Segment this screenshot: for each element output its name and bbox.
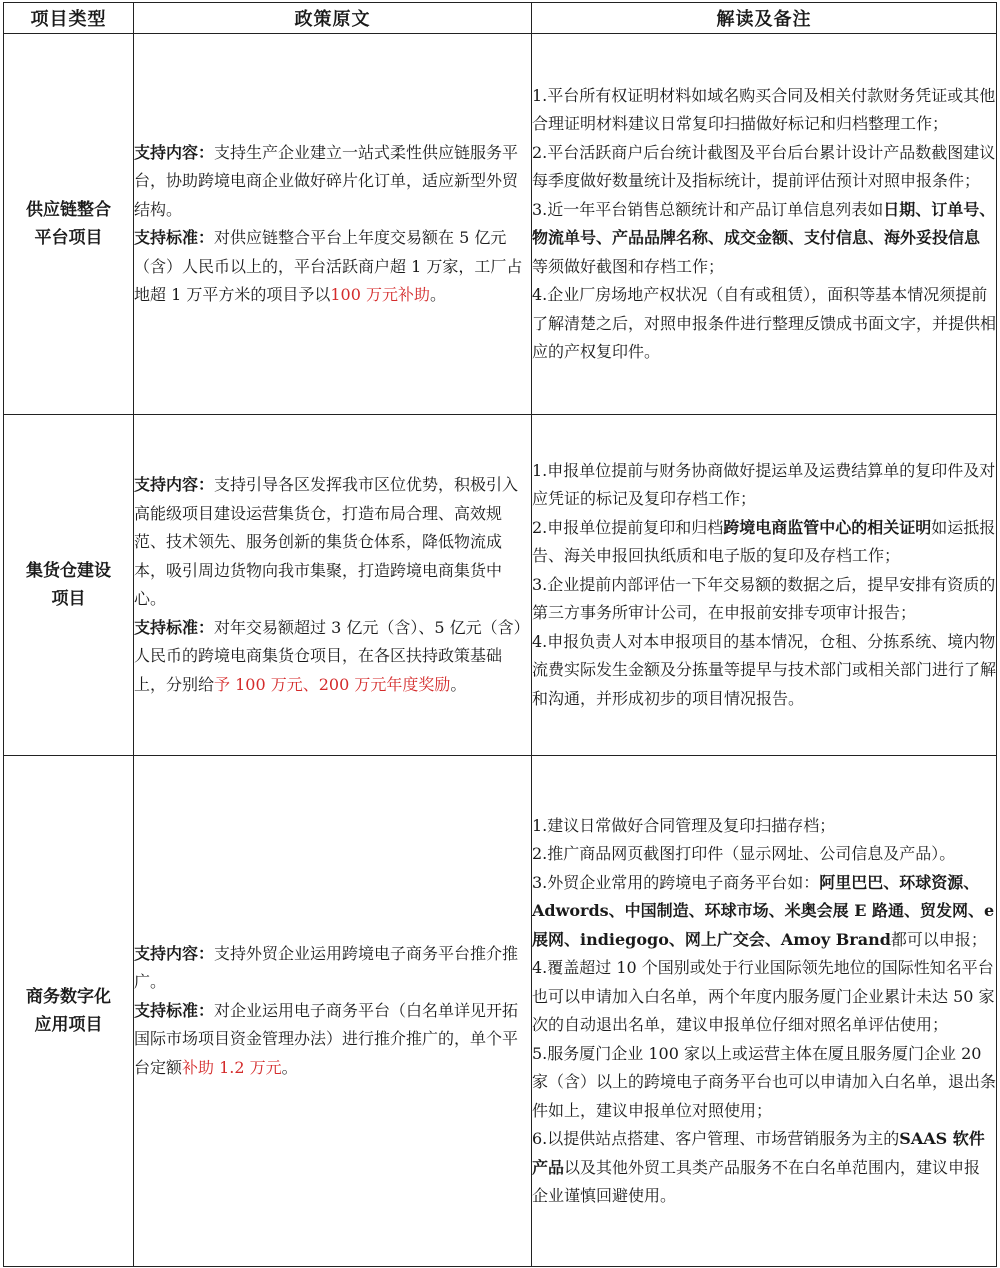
standard-tail: 。 xyxy=(430,285,447,304)
note-item xyxy=(532,1125,996,1211)
note-text: 如运抵报告、海关申报回执纸质和电子版的复印及存档工作； xyxy=(532,517,996,566)
support-standard-text: 对年交易额超过 3 亿元（含）、5 亿元（含）人民币的跨境电商集货仓项目，在各区扶持政策基础上，分别给 xyxy=(134,617,530,694)
note-item: 4.覆盖超过 10 个国别或处于行业国际领先地位的国际性知名平台也可以申请加入白名单，两个年度内服务厦门企业累计未达 50 家次的自动退出名单，建议申报单位仔细对照名单评估使用； xyxy=(532,958,995,1034)
note-item: 1.平台所有权证明材料如域名购买合同及相关付款财务凭证或其他合理证明材料建议日常复印扫描做好标记和归档整理工作； xyxy=(532,85,996,133)
note-text: 3.外贸企业常用的跨境电子商务平台如： xyxy=(532,872,820,892)
table-row xyxy=(4,756,997,1267)
standard-tail: 。 xyxy=(450,674,467,694)
support-content xyxy=(134,940,531,997)
reward-amount: 予 100 万元、200 万元年度奖励 xyxy=(214,674,451,694)
project-type-cell xyxy=(4,415,134,756)
project-type-cell xyxy=(4,34,134,415)
notes-cell xyxy=(532,34,997,415)
table-row xyxy=(4,34,997,415)
policy-text-cell xyxy=(134,415,532,756)
note-bold-text: 阿里巴巴、环球资源、Adwords、中国制造、环球市场、米奥会展 E 路通、贸发网、e 展网、indiegogo、网上广交会、Amoy Brand xyxy=(532,872,995,949)
header-notes: 解读及备注 xyxy=(532,3,997,34)
policy-text-cell xyxy=(134,34,532,415)
notes-cell xyxy=(532,756,997,1267)
policy-text-cell xyxy=(134,756,532,1267)
policy-table xyxy=(3,2,997,1267)
reward-amount: 100 万元补助 xyxy=(330,285,430,304)
project-type-line: 供应链整合 xyxy=(26,200,111,220)
note-item: 2.平台活跃商户后台统计截图及平台后台累计设计产品数截图建议每季度做好数量统计及指标统计，提前评估预计对照申报条件； xyxy=(532,142,996,190)
note-text: 以及其他外贸工具类产品服务不在白名单范围内，建议申报企业谨慎回避使用。 xyxy=(532,1157,981,1205)
note-bold-text: 跨境电商监管中心的相关证明 xyxy=(723,517,932,537)
project-type-line: 项目 xyxy=(51,589,86,609)
support-content-label: 支持内容： xyxy=(134,142,215,162)
note-text: 6.以提供站点搭建、客户管理、市场营销服务为主的 xyxy=(532,1129,900,1148)
project-type-line: 商务数字化 xyxy=(26,987,111,1007)
header-row xyxy=(4,3,997,34)
note-item: 2.推广商品网页截图打印件（显示网址、公司信息及产品）。 xyxy=(532,844,956,863)
note-text: 都可以申报； xyxy=(890,929,987,949)
support-standard-text: 对供应链整合平台上年度交易额在 5 亿元（含）人民币以上的，平台活跃商户超 1 万家，工厂占地超 1 万平方米的项目予以 xyxy=(134,228,523,304)
project-type-line: 应用项目 xyxy=(34,1015,103,1035)
note-text: 2.申报单位提前复印和归档 xyxy=(532,517,724,537)
support-content-text: 支持生产企业建立一站式柔性供应链服务平台，协助跨境电商企业做好碎片化订单，适应新型外贸结构。 xyxy=(134,142,519,219)
note-text: 3.近一年平台销售总额统计和产品订单信息列表如 xyxy=(532,199,884,219)
note-bold-text: SAAS 软件产品 xyxy=(532,1129,985,1177)
note-item: 1.建议日常做好合同管理及复印扫描存档； xyxy=(532,815,836,835)
note-item: 4.申报负责人对本申报项目的基本情况，仓租、分拣系统、境内物流费实际发生金额及分拣量等提早与技术部门或相关部门进行了解和沟通，并形成初步的项目情况报告。 xyxy=(532,631,997,708)
support-standard xyxy=(134,614,531,700)
note-item: 1.申报单位提前与财务协商做好提运单及运费结算单的复印件及对应凭证的标记及复印存档工作； xyxy=(532,460,996,509)
notes-cell xyxy=(532,415,997,756)
support-standard-label: 支持标准： xyxy=(134,617,215,637)
note-item: 5.服务厦门企业 100 家以上或运营主体在厦且服务厦门企业 20 家（含）以上的跨境电子商务平台也可以申请加入白名单，退出条件如上，建议申报单位对照使用； xyxy=(532,1043,997,1120)
header-project-type: 项目类型 xyxy=(4,3,134,34)
reward-amount: 补助 1.2 万元 xyxy=(182,1057,282,1077)
support-standard-label: 支持标准： xyxy=(134,1000,215,1020)
support-content-text: 支持外贸企业运用跨境电子商务平台推介推广。 xyxy=(134,943,519,992)
note-text: 等须做好截图和存档工作； xyxy=(532,256,725,276)
project-type-line: 集货仓建设 xyxy=(26,561,111,581)
header-policy-text: 政策原文 xyxy=(134,3,532,34)
project-type-line: 平台项目 xyxy=(34,228,103,248)
standard-tail: 。 xyxy=(281,1057,298,1077)
support-content xyxy=(134,471,531,614)
support-standard xyxy=(134,224,531,310)
note-item xyxy=(532,196,996,282)
note-bold-text: 日期、订单号、物流单号、产品品牌名称、成交金额、支付信息、海外妥投信息 xyxy=(532,199,996,247)
support-standard-text: 对企业运用电子商务平台（白名单详见开拓国际市场项目资金管理办法）进行推介推广的，单个平台定额 xyxy=(134,1000,519,1077)
note-item xyxy=(532,869,996,955)
support-content-text: 支持引导各区发挥我市区位优势，积极引入高能级项目建设运营集货仓，打造布局合理、高效规范、技术领先、服务创新的集货仓体系，降低物流成本，吸引周边货物向我市集聚，打造跨境电商集货中心。 xyxy=(134,475,519,608)
note-item: 3.企业提前内部评估一下年交易额的数据之后，提早安排有资质的第三方事务所审计公司，在申报前安排专项审计报告； xyxy=(532,574,996,623)
support-content-label: 支持内容： xyxy=(134,475,215,494)
project-type-cell xyxy=(4,756,134,1267)
table-row xyxy=(4,415,997,756)
support-standard-label: 支持标准： xyxy=(134,228,215,247)
note-item: 4.企业厂房场地产权状况（自有或租赁），面积等基本情况须提前了解清楚之后，对照申报条件进行整理反馈成书面文字，并提供相应的产权复印件。 xyxy=(532,285,997,361)
support-content xyxy=(134,139,531,225)
support-content-label: 支持内容： xyxy=(134,943,215,963)
note-item xyxy=(532,514,996,571)
support-standard xyxy=(134,997,531,1083)
